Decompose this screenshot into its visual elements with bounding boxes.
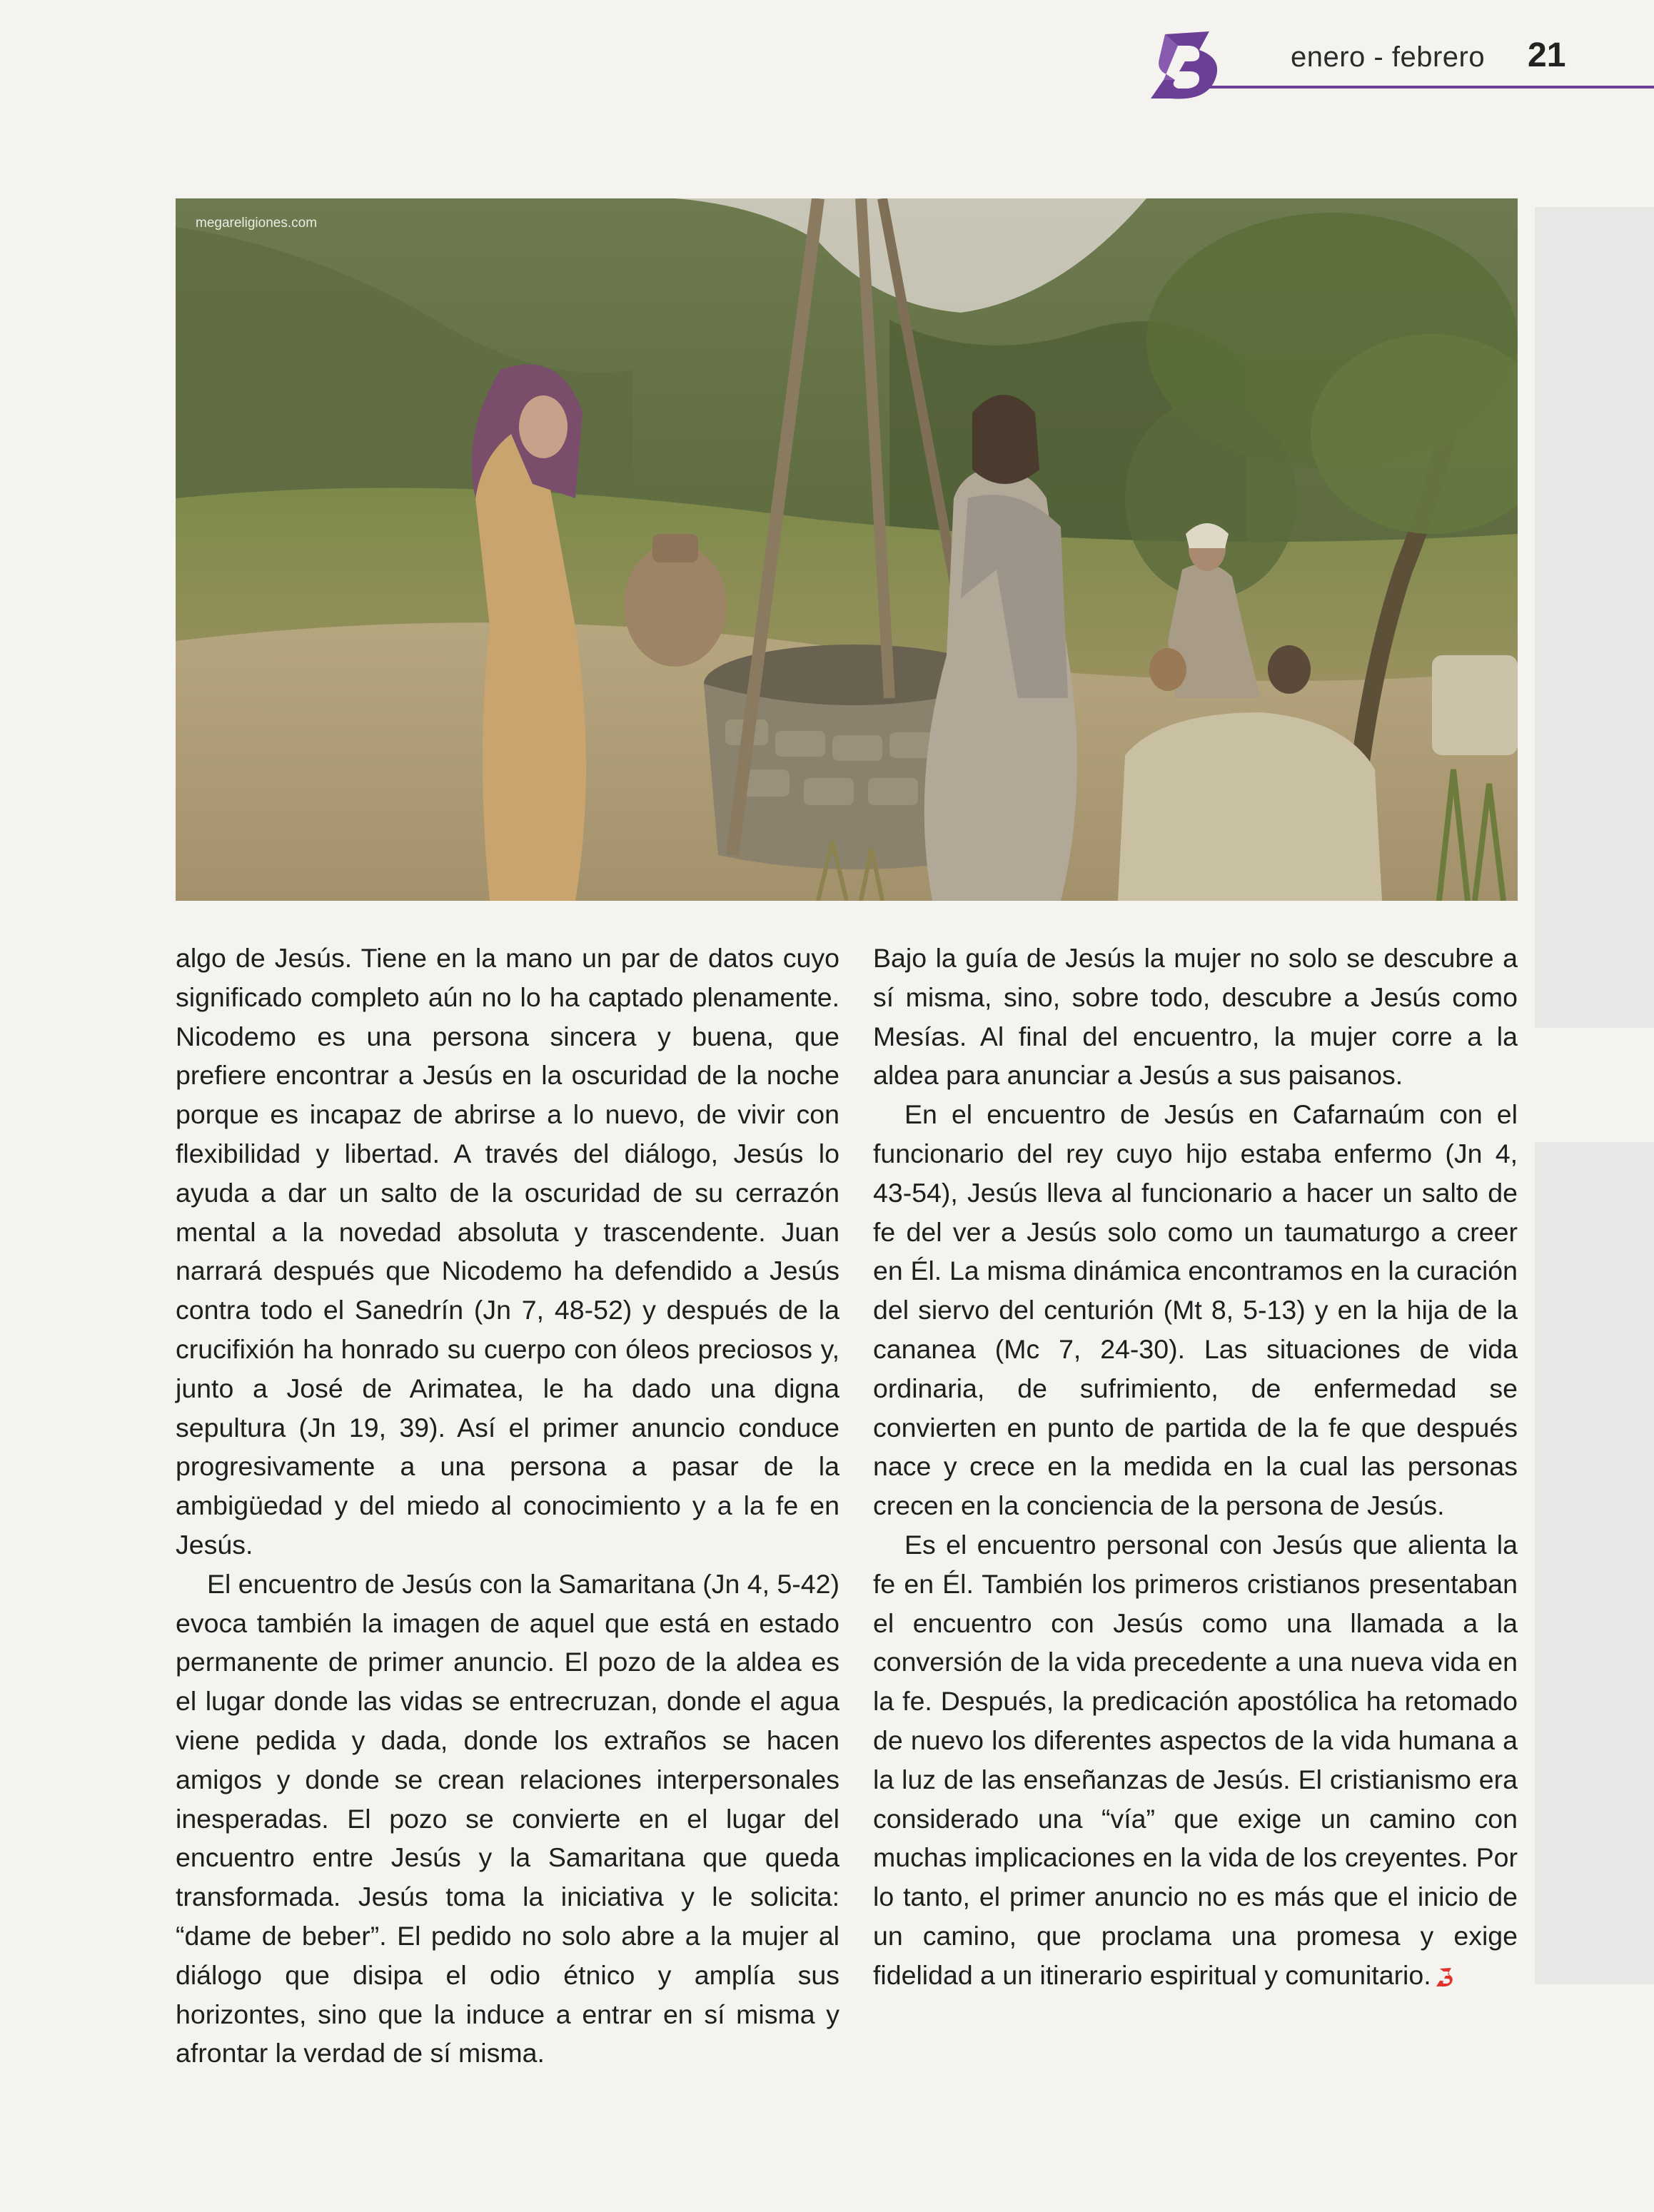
- magazine-b-logo-icon: [1149, 30, 1228, 101]
- page-number: 21: [1528, 36, 1566, 74]
- paragraph: Bajo la guía de Jesús la mujer no solo se descubre a sí misma, sino, sobre todo, descubre a Jesús como Mesías. Al final del encuentro, la mujer corre a la aldea para anunciar a Jesús a sus paisanos.: [873, 943, 1518, 1091]
- paragraph: El encuentro de Jesús con la Samaritana (Jn 4, 5-42) evoca también la imagen de aquel que está en estado permanente de primer anuncio. El pozo de la aldea es el lugar donde las vidas se entrecruzan, donde el agua viene pedida y dada, donde los extraños se hacen amigos y donde se crean relaciones interpersonales inesperadas. El pozo se convierte en el lugar del encuentro entre Jesús y la Samaritana que queda transformada. Jesús toma la iniciativa y le solicita: “dame de beber”. El pedido no solo abre a la mujer al diálogo que disipa el odio étnico y amplía sus horizontes, sino que la induce a entrar en sí misma y afrontar la verdad de sí misma.: [176, 1568, 839, 2069]
- bleed-through-strip: [1535, 1142, 1654, 1984]
- end-of-article-icon: [1436, 1967, 1454, 1987]
- photo-illustration: [176, 198, 1518, 901]
- paragraph-text: Es el encuentro personal con Jesús que alienta la fe en Él. También los primeros cristianos presentaban el encuentro con Jesús como una llamada a la conversión de la vida precedente a una nueva vida en la fe. Después, la predicación apostólica ha retomado de nuevo los diferentes aspectos de la vida humana a la luz de las enseñanzas de Jesús. El cristianismo era considerado una “vía” que exige un camino con muchas implicaciones en la vida de los creyentes. Por lo tanto, el primer anuncio no es más que el inicio de un camino, que proclama una promesa y exige fidelidad a un itinerario espiritual y comunitario.: [873, 1529, 1518, 1990]
- article-photo: [176, 198, 1518, 901]
- header-rule: [1206, 86, 1654, 89]
- photo-credit: megareligiones.com: [196, 216, 318, 231]
- paragraph: En el encuentro de Jesús en Cafarnaúm con el funcionario del rey cuyo hijo estaba enfermo (Jn 4, 43-54), Jesús lleva al funcionario a hacer un salto de fe del ver a Jesús solo como un taumaturgo a creer en Él. La misma dinámica encontramos en la curación del siervo del centurión (Mt 8, 5-13) y en la hija de la cananea (Mc 7, 24-30). Las situaciones de vida ordinaria, de sufrimiento, de enfermedad se convierten en punto de partida de la fe que después nace y crece en la medida en la cual las personas crecen en la conciencia de la persona de Jesús.: [873, 1099, 1518, 1521]
- bleed-through-strip: [1535, 207, 1654, 1028]
- paragraph: algo de Jesús. Tiene en la mano un par de datos cuyo significado completo aún no lo ha captado plenamente. Nicodemo es una persona sincera y buena, que prefiere encontrar a Jesús en la oscuridad de la noche porque es incapaz de abrirse a lo nuevo, de vivir con flexibilidad y libertad. A través del diálogo, Jesús lo ayuda a dar un salto de la oscuridad de su cerrazón mental a la novedad absoluta y trascendente. Juan narrará después que Nicodemo ha defendido a Jesús contra todo el Sanedrín (Jn 7, 48-52) y después de la crucifixión ha honrado su cuerpo con óleos preciosos y, junto a José de Arimatea, le ha dado una digna sepultura (Jn 19, 39). Así el primer anuncio conduce progresivamente a una persona a pasar de la ambigüedad y del miedo al conocimiento y a la fe en Jesús.: [176, 943, 839, 1560]
- left-text-column: [176, 939, 839, 2073]
- right-text-column: [873, 939, 1518, 1995]
- paragraph: [873, 1525, 1518, 1995]
- issue-date: enero - febrero: [1291, 41, 1486, 73]
- page-header: [0, 0, 1654, 93]
